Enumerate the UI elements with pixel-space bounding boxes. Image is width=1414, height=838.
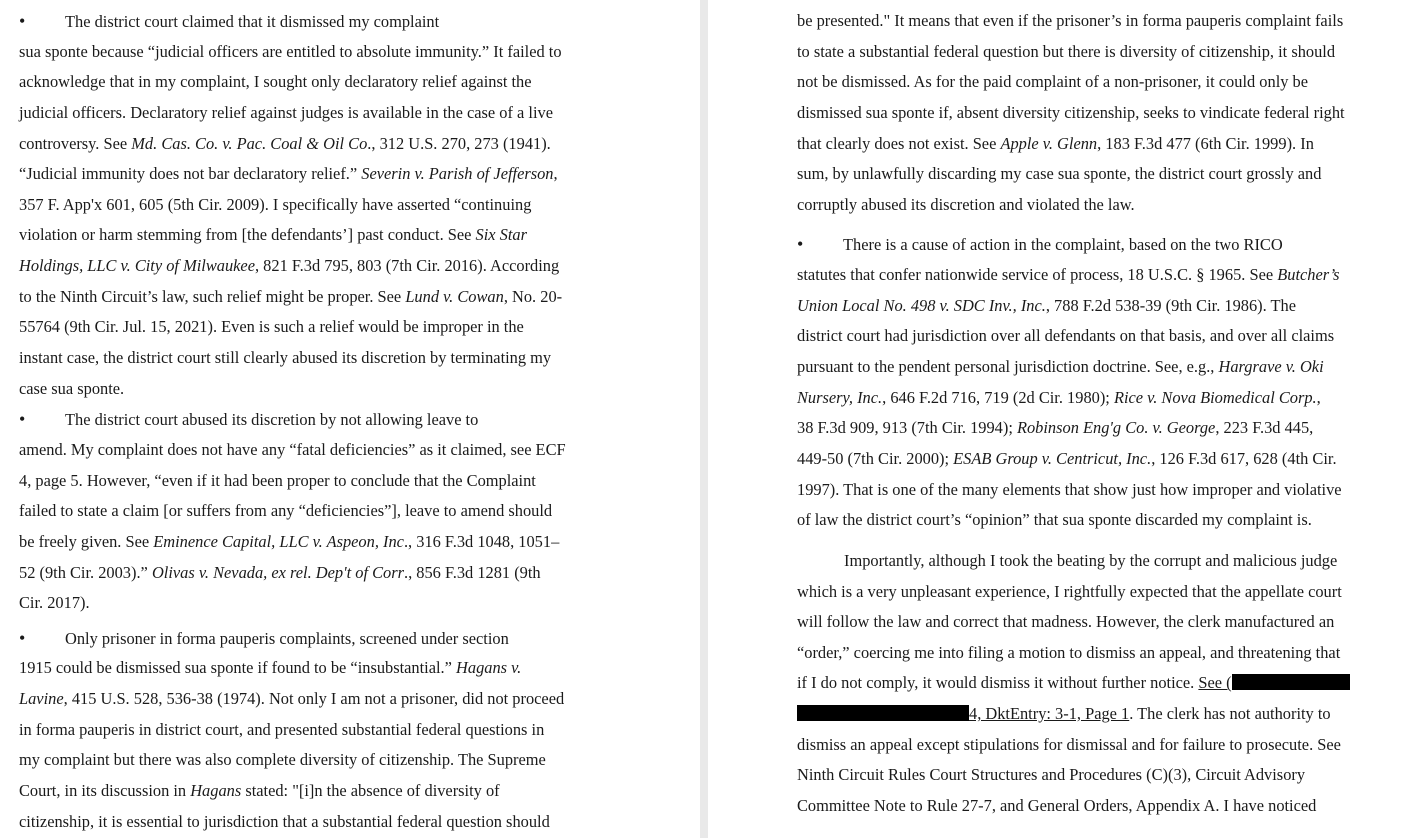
text-line — [19, 6, 619, 37]
text-line — [19, 374, 619, 405]
text-line — [797, 413, 1401, 444]
case-citation: Hagans — [190, 781, 242, 801]
case-citation: Nursery, Inc. — [797, 387, 883, 407]
text-run: Ninth Circuit Rules Court Structures and Procedures (C)(3), Circuit Advisory — [797, 765, 1306, 785]
text-line — [797, 129, 1401, 160]
text-line — [797, 98, 1401, 129]
text-line — [19, 312, 619, 343]
text-line — [19, 466, 619, 497]
text-line — [797, 159, 1401, 190]
text-line — [797, 577, 1401, 608]
text-line — [19, 527, 619, 558]
right-document-page — [708, 0, 1414, 838]
text-run: be presented." It means that even if the prisoner’s in forma pauperis complaint fails — [797, 11, 1344, 30]
text-run: Importantly, although I took the beating by the corrupt and malicious judge — [844, 550, 1338, 570]
docket-link-text: See ( — [1198, 673, 1232, 693]
bullet-icon — [0, 6, 65, 38]
text-run: Committee Note to Rule 27-7, and General Orders, Appendix A. I have noticed — [797, 796, 1317, 816]
case-citation: Union Local No. 498 v. SDC Inv., Inc. — [797, 295, 1046, 315]
text-run: in forma pauperis in district court, and presented substantial federal questions in — [19, 719, 545, 739]
text-line — [19, 159, 619, 190]
text-line — [19, 496, 619, 527]
text-run: be freely given. See — [19, 531, 154, 551]
case-citation: Hagans v. — [456, 658, 522, 678]
text-run: not be dismissed. As for the paid complaint of a non-prisoner, it could only be — [797, 72, 1309, 92]
text-run: statutes that confer nationwide service of process, 18 U.S.C. § 1965. See — [797, 265, 1278, 285]
text-run: to state a substantial federal question but there is diversity of citizenship, it should — [797, 41, 1336, 61]
text-line — [797, 352, 1401, 383]
text-run: stated: "[i]n the absence of diversity of — [241, 781, 500, 801]
case-citation: Olivas v. Nevada, ex rel. Dep't of Corr — [151, 562, 404, 582]
text-line — [19, 588, 619, 619]
text-run: “order,” coercing me into filing a motion to dismiss an appeal, and threatening that — [797, 642, 1341, 662]
text-run: will follow the law and correct that madness. However, the clerk manufactured an — [797, 612, 1335, 632]
text-run: that clearly does not exist. See — [797, 133, 1001, 153]
text-line — [19, 623, 619, 654]
text-line — [797, 475, 1401, 506]
case-citation: Butcher’s — [1277, 265, 1340, 285]
text-line — [797, 37, 1401, 68]
text-line — [797, 546, 1401, 577]
text-line — [19, 745, 619, 776]
text-line — [797, 791, 1401, 822]
text-line — [19, 715, 619, 746]
text-run: sum, by unlawfully discarding my case sua sponte, the district court grossly and — [797, 164, 1322, 184]
text-run: , 223 F.3d 445, — [1215, 418, 1314, 438]
case-citation: Hargrave v. Oki — [1218, 357, 1324, 377]
text-run: 52 (9th Cir. 2003).” — [19, 562, 152, 582]
text-line — [19, 129, 619, 160]
case-citation: Eminence Capital, LLC v. Aspeon, Inc — [153, 531, 404, 551]
text-run: Court, in its discussion in — [19, 781, 191, 801]
text-run: amend. My complaint does not have any “fatal deficiencies” as it claimed, see ECF — [19, 439, 566, 459]
text-run: , — [553, 164, 558, 184]
text-line — [797, 760, 1401, 791]
bullet-icon — [0, 623, 65, 655]
text-run: sua sponte because “judicial officers are entitled to absolute immunity.” It failed to — [19, 41, 562, 61]
page-gutter — [700, 0, 708, 838]
text-run: dismissed sua sponte if, absent diversity citizenship, seeks to vindicate federal right — [797, 102, 1345, 122]
text-run: acknowledge that in my complaint, I sought only declaratory relief against the — [19, 72, 532, 92]
text-line — [19, 98, 619, 129]
text-run: ., 316 F.3d 1048, 1051– — [403, 531, 560, 551]
text-line — [797, 444, 1401, 475]
right-page-text — [797, 6, 1401, 822]
text-run: violation or harm stemming from [the defendants’] past conduct. See — [19, 225, 476, 245]
text-line — [19, 558, 619, 589]
text-run: , No. 20- — [503, 286, 563, 306]
text-line — [19, 282, 619, 313]
text-run: of law the district court’s “opinion” that sua sponte discarded my complaint is. — [797, 510, 1312, 530]
text-run: if I do not comply, it would dismiss it without further notice. — [797, 673, 1199, 693]
redaction-bar — [797, 705, 969, 721]
text-run: Only prisoner in forma pauperis complaints, screened under section — [65, 628, 509, 648]
text-line — [19, 190, 619, 221]
text-run: failed to state a claim [or suffers from any “deficiencies”], leave to amend should — [19, 501, 553, 521]
text-run: ., 312 U.S. 270, 273 (1941). — [367, 133, 551, 153]
text-line — [19, 37, 619, 68]
text-run: The district court claimed that it dismissed my complaint — [65, 12, 440, 31]
text-run: 38 F.3d 909, 913 (7th Cir. 1994); — [797, 418, 1017, 438]
text-line — [797, 291, 1401, 322]
text-run: case sua sponte. — [19, 378, 125, 398]
text-run: to the Ninth Circuit’s law, such relief might be proper. See — [19, 286, 406, 306]
text-run: 1915 could be dismissed sua sponte if found to be “insubstantial.” — [19, 658, 457, 678]
text-run: controversy. See — [19, 133, 132, 153]
text-run: Cir. 2017). — [19, 593, 90, 613]
case-citation: Lund v. Cowan — [405, 286, 504, 306]
case-citation: Rice v. Nova Biomedical Corp. — [1113, 387, 1317, 407]
case-citation: Six Star — [475, 225, 527, 245]
text-line — [797, 730, 1401, 761]
case-citation: Apple v. Glenn — [1000, 133, 1098, 153]
paragraph-gap — [797, 536, 1401, 546]
text-run: 449-50 (7th Cir. 2000); — [797, 448, 954, 468]
text-run: . The clerk has not authority to — [1129, 704, 1331, 724]
text-run: There is a cause of action in the complaint, based on the two RICO — [843, 235, 1283, 255]
case-citation: ESAB Group v. Centricut, Inc. — [953, 448, 1152, 468]
text-line — [797, 699, 1401, 730]
text-line — [19, 220, 619, 251]
text-line — [797, 67, 1401, 98]
text-line — [797, 638, 1401, 669]
text-run: dismiss an appeal except stipulations for dismissal and for failure to prosecute. See — [797, 734, 1341, 754]
text-line — [19, 343, 619, 374]
paragraph-gap — [797, 220, 1401, 229]
case-citation: Holdings, LLC v. City of Milwaukee — [19, 256, 255, 276]
text-run: , 126 F.3d 617, 628 (4th Cir. — [1151, 448, 1337, 468]
text-line — [797, 321, 1401, 352]
text-line — [797, 668, 1401, 699]
text-run: corruptly abused its discretion and violated the law. — [797, 194, 1135, 214]
text-line — [797, 260, 1401, 291]
bullet-icon — [751, 229, 843, 261]
text-run: district court had jurisdiction over all defendants on that basis, and over all claims — [797, 326, 1335, 346]
text-line — [797, 190, 1401, 221]
text-run: , 646 F.2d 716, 719 (2d Cir. 1980); — [882, 387, 1114, 407]
text-line — [19, 67, 619, 98]
text-run: The district court abused its discretion by not allowing leave to — [65, 410, 479, 430]
text-line — [19, 404, 619, 435]
text-run: instant case, the district court still clearly abused its discretion by terminating my — [19, 348, 552, 368]
text-run: 4, page 5. However, “even if it had been proper to conclude that the Complaint — [19, 470, 536, 490]
text-run: “Judicial immunity does not bar declaratory relief.” — [19, 164, 362, 184]
text-run: 55764 (9th Cir. Jul. 15, 2021). Even is such a relief would be improper in the — [19, 317, 524, 337]
text-line — [19, 776, 619, 807]
text-run: ., 856 F.3d 1281 (9th — [403, 562, 541, 582]
text-run: 1997). That is one of the many elements that show just how improper and violative — [797, 479, 1342, 499]
case-citation: Lavine — [19, 689, 64, 709]
text-line — [797, 6, 1401, 37]
left-page-text — [19, 6, 619, 837]
text-run: pursuant to the pendent personal jurisdiction doctrine. See, e.g., — [797, 357, 1219, 377]
text-run: , 821 F.3d 795, 803 (7th Cir. 2016). According — [254, 256, 560, 276]
text-line — [797, 383, 1401, 414]
text-line — [797, 505, 1401, 536]
text-run: 357 F. App'x 601, 605 (5th Cir. 2009). I specifically have asserted “continuing — [19, 194, 532, 214]
text-run: citizenship, it is essential to jurisdiction that a substantial federal question should — [19, 811, 550, 831]
left-document-page — [0, 0, 700, 838]
text-line — [19, 807, 619, 838]
case-citation: Severin v. Parish of Jefferson — [361, 164, 554, 184]
text-line — [19, 684, 619, 715]
text-run: which is a very unpleasant experience, I rightfully expected that the appellate court — [797, 581, 1342, 601]
text-run: , 415 U.S. 528, 536-38 (1974). Not only I am not a prisoner, did not proceed — [63, 689, 565, 709]
case-citation: Md. Cas. Co. v. Pac. Coal & Oil Co — [131, 133, 368, 153]
text-run: my complaint but there was also complete diversity of citizenship. The Supreme — [19, 750, 546, 770]
text-run: , 183 F.3d 477 (6th Cir. 1999). In — [1097, 133, 1314, 153]
text-run: judicial officers. Declaratory relief against judges is available in the case of a live — [19, 102, 553, 122]
redaction-bar — [1232, 674, 1350, 690]
text-line — [19, 435, 619, 466]
case-citation: Robinson Eng'g Co. v. George — [1016, 418, 1216, 438]
text-line — [797, 607, 1401, 638]
text-line — [19, 251, 619, 282]
bullet-icon — [0, 404, 65, 436]
text-run: , 788 F.2d 538-39 (9th Cir. 1986). The — [1045, 295, 1297, 315]
text-line — [797, 229, 1401, 260]
text-run: , — [1316, 387, 1321, 407]
text-line — [19, 653, 619, 684]
docket-link-text: 4, DktEntry: 3-1, Page 1 — [969, 704, 1130, 724]
